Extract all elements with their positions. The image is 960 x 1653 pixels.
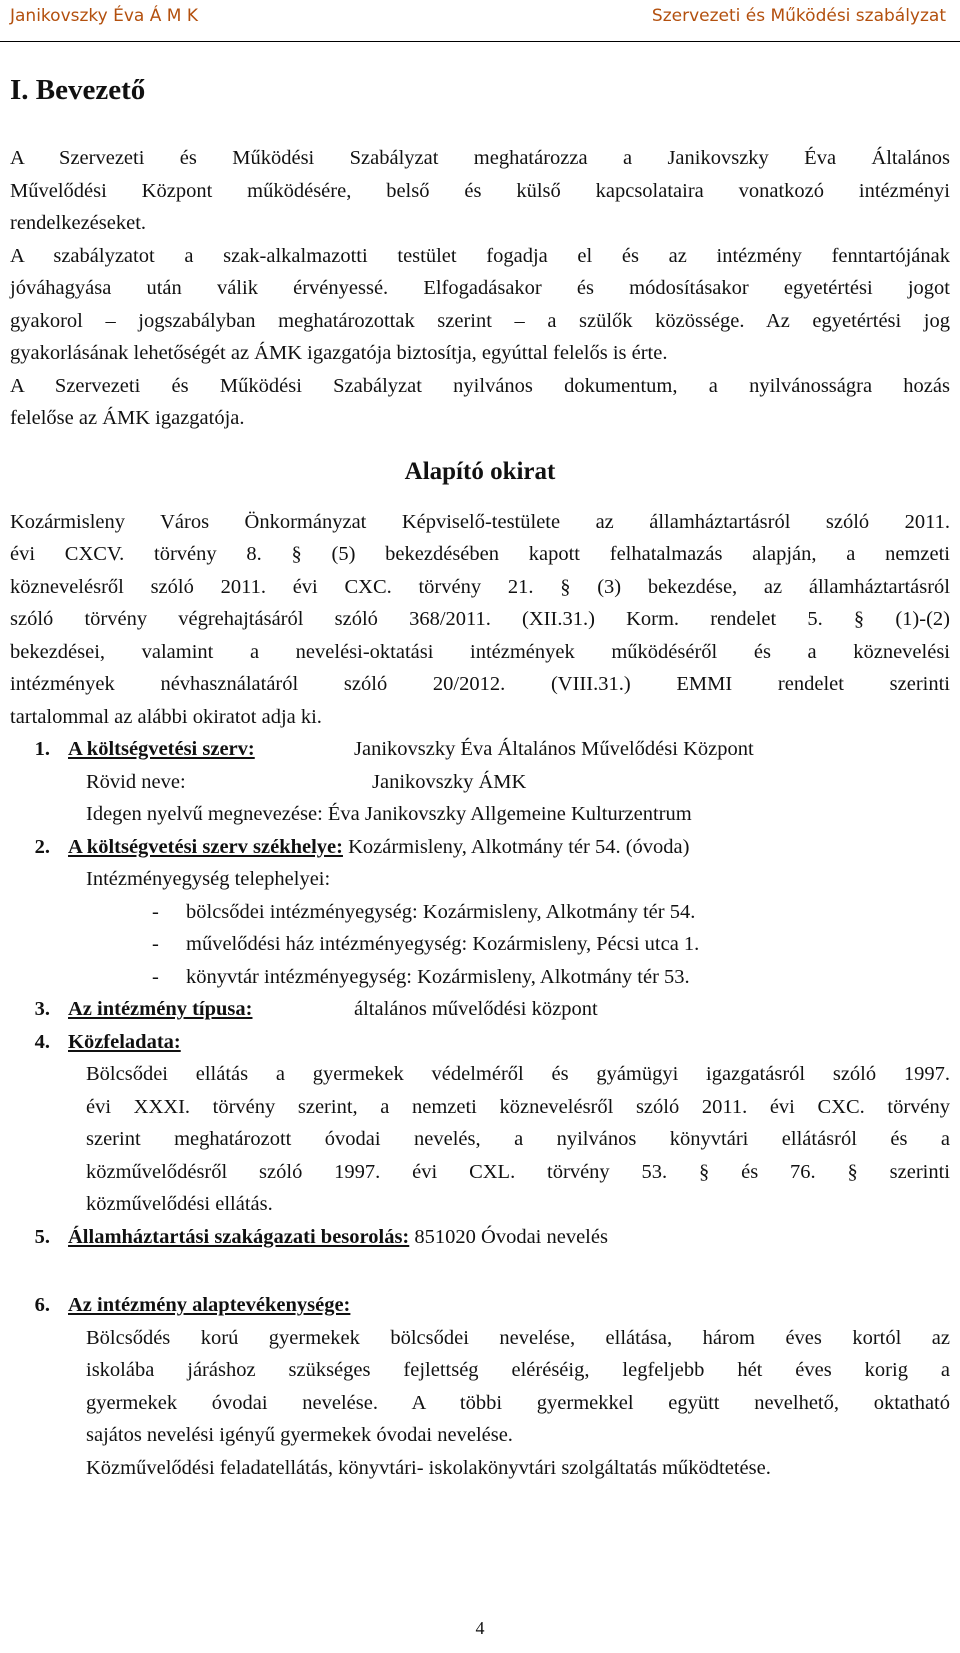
item-value: Kozármisleny, Alkotmány tér 54. (óvoda) xyxy=(342,835,690,858)
item-number: 5. xyxy=(34,1225,50,1248)
task-line: közművelődési ellátás. xyxy=(86,1193,273,1215)
sites-label: Intézményegység telephelyei: xyxy=(86,868,331,890)
intro-line: Művelődési Központ működésére, belső és külső kapcsolataira vonatkozó intézményi xyxy=(10,179,950,202)
intro-line: jóváhagyása után válik érvényessé. Elfogadásakor és módosításakor egyetértési jogot xyxy=(10,277,950,299)
deed-line: intézmények névhasználatáról szóló 20/2012. (VIII.31.) EMMI rendelet szerinti xyxy=(10,673,950,695)
item-value: 851020 Óvodai nevelés xyxy=(409,1225,608,1248)
intro-line: gyakorol – jogszabályban meghatározottak szerint – a szülők közössége. Az egyetértési jog xyxy=(10,309,950,332)
item-3 xyxy=(10,993,950,1026)
section-title: I. Bevezető xyxy=(10,74,146,106)
item-label: A költségvetési szerv: xyxy=(68,738,255,760)
item-4 xyxy=(10,1026,950,1059)
site-item: - művelődési ház intézményegység: Kozármisleny, Pécsi utca 1. xyxy=(152,933,700,955)
item-label: A költségvetési szerv székhelye: xyxy=(68,835,343,858)
deed-line: Kozármisleny Város Önkormányzat Képviselő-testülete az államháztartásról szóló 2011. xyxy=(10,510,950,533)
short-name-row xyxy=(10,766,950,799)
activity-line: iskolába járáshoz szükséges fejlettség eléréséig, legfeljebb hét éves korig a xyxy=(86,1359,950,1381)
item-label: Az intézmény típusa: xyxy=(68,998,253,1020)
deed-line: évi CXCV. törvény 8. § (5) bekezdésében kapott felhatalmazás alapján, a nemzeti xyxy=(10,543,950,565)
item-2 xyxy=(10,831,950,864)
deed-title: Alapító okirat xyxy=(404,457,556,485)
item-number: 2. xyxy=(34,835,50,858)
intro-line: felelőse az ÁMK igazgatója. xyxy=(10,407,245,429)
page-number: 4 xyxy=(475,1618,485,1638)
intro-line: A Szervezeti és Működési Szabályzat nyilvános dokumentum, a nyilvánosságra hozás xyxy=(10,374,950,397)
activity-line: gyermekek óvodai nevelése. A többi gyermekkel együtt nevelhető, oktatható xyxy=(86,1391,950,1414)
deed-line: köznevelésről szóló 2011. évi CXC. törvény 21. § (3) bekezdése, az államháztartásról xyxy=(10,575,950,598)
task-line: évi XXXI. törvény szerint, a nemzeti köznevelésről szóló 2011. évi CXC. törvény xyxy=(86,1095,950,1118)
intro-line: A szabályzatot a szak-alkalmazotti testület fogadja el és az intézmény fenntartójának xyxy=(10,244,950,267)
task-line: közművelődésről szóló 1997. évi CXL. törvény 53. § és 76. § szerinti xyxy=(86,1160,950,1183)
intro-line: gyakorlásának lehetőségét az ÁMK igazgatója biztosítja, egyúttal felelős is érte. xyxy=(10,342,668,364)
header-left-text: Janikovszky Éva Á M K xyxy=(10,6,198,26)
item-number: 6. xyxy=(34,1294,50,1316)
deed-line: tartalommal az alábbi okiratot adja ki. xyxy=(10,705,322,728)
item-value: Janikovszky Éva Általános Művelődési Központ xyxy=(354,738,754,760)
page-header xyxy=(0,0,960,42)
item-number: 4. xyxy=(34,1030,50,1053)
item-label: Az intézmény alaptevékenysége: xyxy=(68,1294,351,1316)
item-number: 1. xyxy=(34,738,50,760)
activity-line: sajátos nevelési igényű gyermekek óvodai nevelése. xyxy=(86,1424,513,1446)
site-item: - bölcsődei intézményegység: Kozármisleny, Alkotmány tér 54. xyxy=(152,900,696,923)
item-label: Államháztartási szakágazati besorolás: xyxy=(68,1225,410,1248)
document-body xyxy=(10,70,950,1484)
site-item: - könyvtár intézményegység: Kozármisleny, Alkotmány tér 53. xyxy=(152,965,690,988)
activity-line: Közművelődési feladatellátás, könyvtári- iskolakönyvtári szolgáltatás működtetése. xyxy=(86,1456,771,1479)
item-5 xyxy=(10,1221,950,1254)
intro-line: A Szervezeti és Működési Szabályzat meghatározza a Janikovszky Éva Általános xyxy=(10,147,950,169)
task-line: szerint meghatározott óvodai nevelés, a nyilvános könyvtári ellátásról és a xyxy=(86,1128,950,1150)
deed-line: bekezdései, valamint a nevelési-oktatási intézmények működéséről és a köznevelési xyxy=(10,640,950,663)
item-6 xyxy=(10,1289,950,1322)
short-name-label: Rövid neve: xyxy=(86,770,186,793)
item-value: általános művelődési központ xyxy=(354,998,598,1020)
item-label: Közfeladata: xyxy=(68,1030,181,1053)
activity-line: Bölcsődés korú gyermekek bölcsődei nevelése, ellátása, három éves kortól az xyxy=(86,1326,950,1349)
foreign-name: Idegen nyelvű megnevezése: Éva Janikovszky Allgemeine Kulturzentrum xyxy=(86,803,692,825)
deed-line: szóló törvény végrehajtásáról szóló 368/2011. (XII.31.) Korm. rendelet 5. § (1)-(2) xyxy=(10,608,950,630)
item-1 xyxy=(10,733,950,766)
item-number: 3. xyxy=(34,998,50,1020)
task-line: Bölcsődei ellátás a gyermekek védelméről és gyámügyi igazgatásról szóló 1997. xyxy=(86,1063,950,1085)
short-name-value: Janikovszky ÁMK xyxy=(372,770,527,793)
header-right-text: Szervezeti és Működési szabályzat xyxy=(651,6,946,26)
intro-line: rendelkezéseket. xyxy=(10,212,147,234)
spacer xyxy=(10,1253,950,1289)
